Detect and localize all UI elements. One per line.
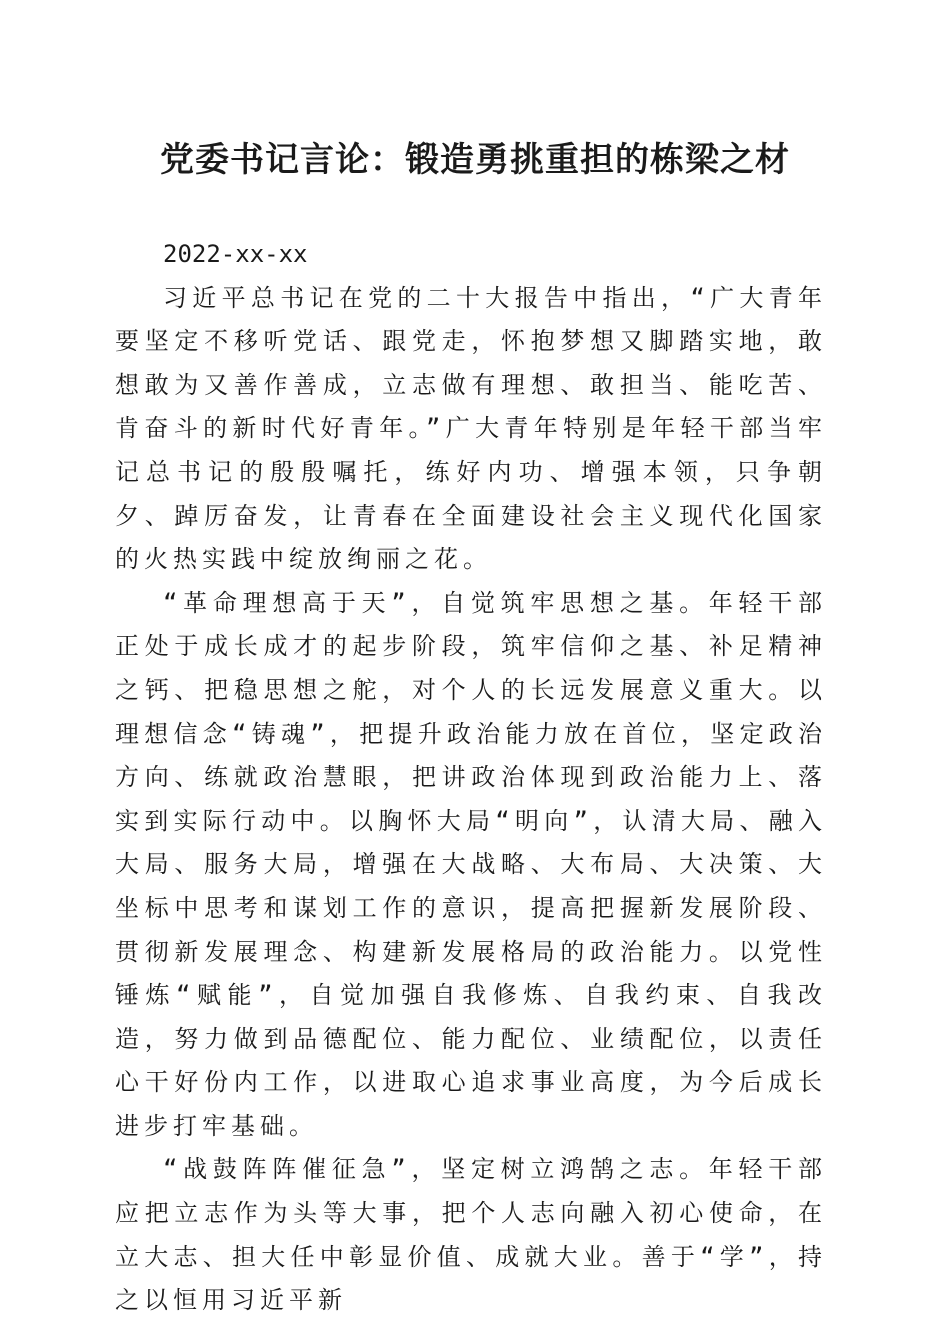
document-title: 党委书记言论：锻造勇挑重担的栋梁之材 (160, 140, 790, 180)
paragraph-aspirations: “战鼓阵阵催征急”，坚定树立鸿鹄之志。年轻干部应把立志作为头等大事，把个人志向融入初心使命，在立大志、担大任中彰显价值、成就大业。善于“学”，持之以恒用习近平新 (115, 1155, 827, 1315)
paragraph-intro: 习近平总书记在党的二十大报告中指出，“广大青年要坚定不移听党话、跟党走，怀抱梦想又脚踏实地，敢想敢为又善作善成，立志做有理想、敢担当、能吃苦、肯奋斗的新时代好青年。”广大青年特别是年轻干部当牢记总书记的殷殷嘱托，练好内功、增强本领，只争朝夕、踔厉奋发，让青春在全面建设社会主义现代化国家的火热实践中绽放绚丽之花。 (115, 283, 827, 574)
paragraph-ideals: “革命理想高于天”，自觉筑牢思想之基。年轻干部正处于成长成才的起步阶段，筑牢信仰之基、补足精神之钙、把稳思想之舵，对个人的长远发展意义重大。以理想信念“铸魂”，把提升政治能力放在首位，坚定政治方向、练就政治慧眼，把讲政治体现到政治能力上、落实到实际行动中。以胸怀大局“明向”，认清大局、融入大局、服务大局，增强在大战略、大布局、大决策、大坐标中思考和谋划工作的意识，提高把握新发展阶段、贯彻新发展理念、构建新发展格局的政治能力。以党性锤炼“赋能”，自觉加强自我修炼、自我约束、自我改造，努力做到品德配位、能力配位、业绩配位，以责任心干好份内工作，以进取心追求事业高度，为今后成长进步打牢基础。 (115, 588, 827, 1140)
document-body (115, 233, 827, 1323)
document-date: 2022-xx-xx (163, 240, 308, 268)
